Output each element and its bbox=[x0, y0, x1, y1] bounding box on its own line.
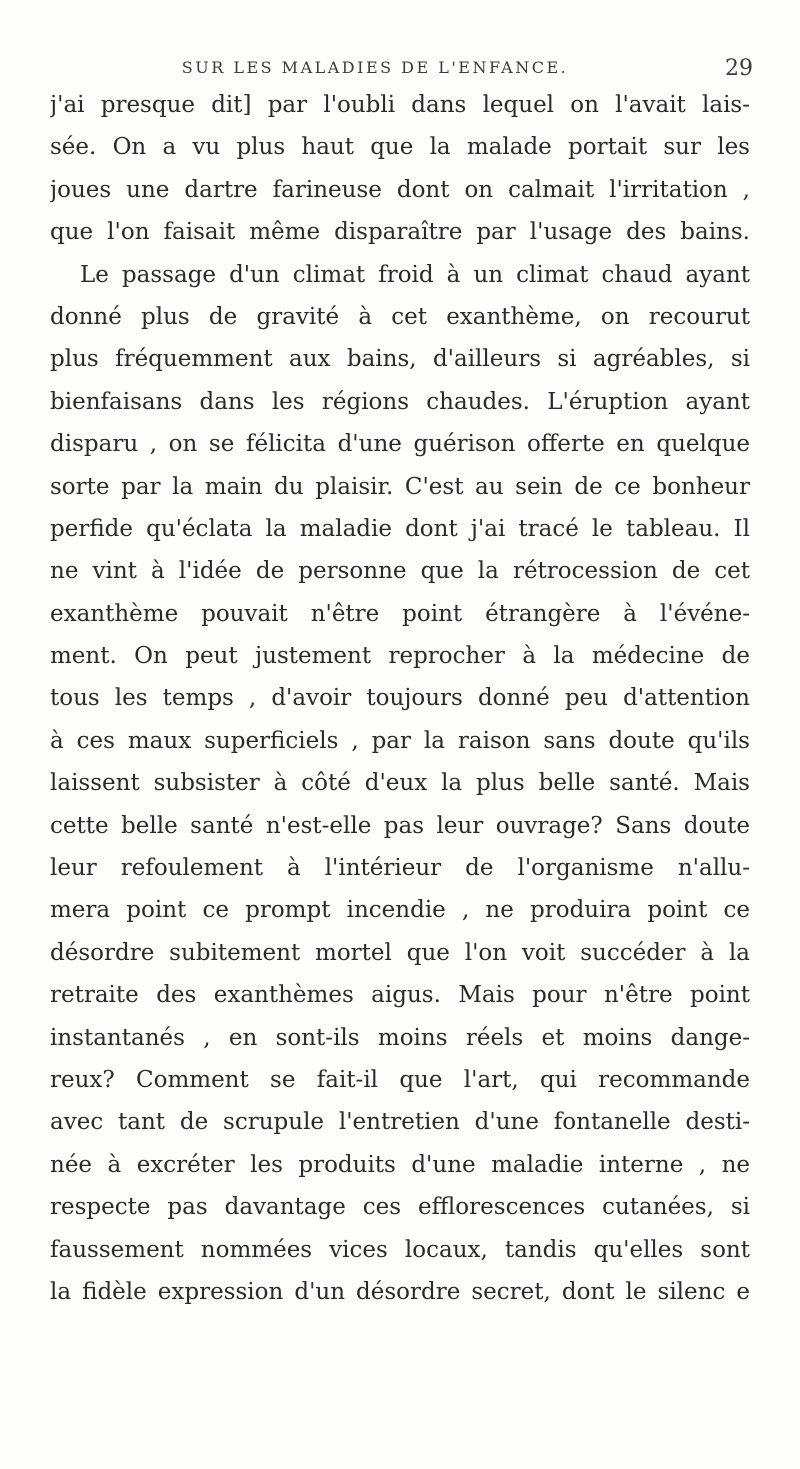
text-line: perfide qu'éclata la maladie dont j'ai tracé le tableau. Il bbox=[50, 515, 750, 542]
text-line: bienfaisans dans les régions chaudes. L'éruption ayant bbox=[50, 388, 750, 415]
paragraph-first-line: Le passage d'un climat froid à un climat chaud ayant bbox=[80, 261, 750, 288]
text-line: plus fréquemment aux bains, d'ailleurs si agréables, si bbox=[50, 346, 750, 373]
text-line: faussement nommées vices locaux, tandis qu'elles sont bbox=[50, 1236, 750, 1263]
text-line: laissent subsister à côté d'eux la plus belle santé. Mais bbox=[50, 770, 750, 797]
text-line: donné plus de gravité à cet exanthème, on recourut bbox=[50, 303, 750, 330]
text-line: désordre subitement mortel que l'on voit succéder à la bbox=[50, 939, 750, 966]
text-line: sée. On a vu plus haut que la malade portait sur les bbox=[50, 134, 750, 161]
text-line: respecte pas davantage ces efflorescences cutanées, si bbox=[50, 1194, 750, 1221]
text-line: cette belle santé n'est-elle pas leur ouvrage? Sans doute bbox=[50, 812, 750, 839]
body-text bbox=[50, 84, 750, 1313]
text-line: exanthème pouvait n'être point étrangère à l'événe- bbox=[50, 600, 750, 627]
text-line: à ces maux superficiels , par la raison sans doute qu'ils bbox=[50, 727, 750, 754]
text-line: que l'on faisait même disparaître par l'usage des bains. bbox=[50, 219, 750, 246]
text-line: disparu , on se félicita d'une guérison offerte en quelque bbox=[50, 431, 750, 458]
running-title: SUR LES MALADIES DE L'ENFANCE. bbox=[181, 58, 569, 77]
text-line: mera point ce prompt incendie , ne produira point ce bbox=[50, 897, 750, 924]
text-line: j'ai presque dit] par l'oubli dans lequel on l'avait lais- bbox=[50, 92, 750, 118]
text-line: instantanés , en sont-ils moins réels et moins dange- bbox=[50, 1024, 750, 1051]
text-line: reux? Comment se fait-il que l'art, qui recommande bbox=[50, 1066, 750, 1093]
text-line: sorte par la main du plaisir. C'est au sein de ce bonheur bbox=[50, 473, 750, 500]
text-line: joues une dartre farineuse dont on calmait l'irritation , bbox=[50, 176, 750, 203]
text-line: la fidèle expression d'un désordre secret, dont le silenc e bbox=[50, 1278, 750, 1305]
text-line: ment. On peut justement reprocher à la médecine de bbox=[50, 643, 750, 670]
text-line: leur refoulement à l'intérieur de l'organisme n'allu- bbox=[50, 855, 750, 882]
text-line: avec tant de scrupule l'entretien d'une fontanelle desti- bbox=[50, 1109, 750, 1136]
text-line: née à excréter les produits d'une maladie interne , ne bbox=[50, 1151, 750, 1178]
page-number: 29 bbox=[725, 56, 753, 81]
text-line: retraite des exanthèmes aigus. Mais pour n'être point bbox=[50, 982, 750, 1009]
text-line: ne vint à l'idée de personne que la rétrocession de cet bbox=[50, 558, 750, 585]
text-line: tous les temps , d'avoir toujours donné peu d'attention bbox=[50, 685, 750, 712]
